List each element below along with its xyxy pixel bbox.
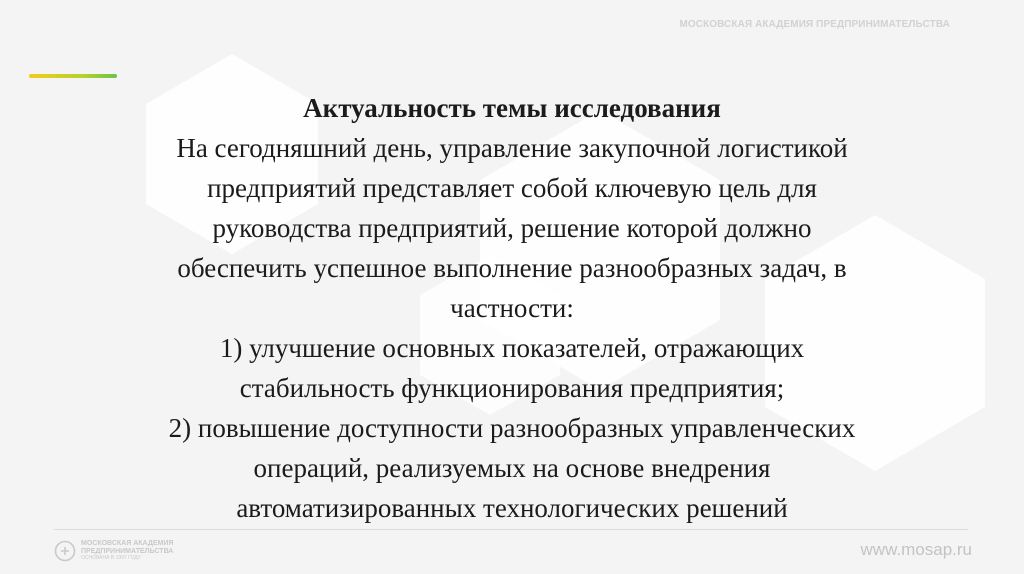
slide-title: Актуальность темы исследования <box>303 93 721 123</box>
footer-logo <box>54 539 224 565</box>
list-item-1: 1) улучшение основных показателей, отражающих <box>219 333 805 363</box>
website-link[interactable]: www.mosap.ru <box>860 540 972 559</box>
logo-text-line: ОСНОВАНА В 1997 ГОДУ <box>81 555 141 561</box>
list-item-2: 2) повышение доступности разнообразных управленческих <box>168 413 856 443</box>
body-line: руководства предприятий, решение которой должно <box>212 213 812 243</box>
list-item-1-continued: стабильность функционирования предприятия; <box>239 373 785 403</box>
body-line: частности: <box>450 293 574 323</box>
body-line: обеспечить успешное выполнение разнообразных задач, в <box>177 253 847 283</box>
org-header: МОСКОВСКАЯ АКАДЕМИЯ ПРЕДПРИНИМАТЕЛЬСТВА <box>679 19 950 30</box>
academy-logo-icon <box>54 540 76 562</box>
body-line: предприятий представляет собой ключевую цель для <box>207 173 817 203</box>
logo-text-line: МОСКОВСКАЯ АКАДЕМИЯ <box>81 540 174 547</box>
slide-body <box>40 88 984 528</box>
footer-divider <box>54 529 968 530</box>
logo-text <box>81 540 173 563</box>
logo-text-line: ПРЕДПРИНИМАТЕЛЬСТВА <box>81 547 174 555</box>
list-item-2-continued: операций, реализуемых на основе внедрения <box>253 453 771 483</box>
list-item-2-continued: автоматизированных технологических решений <box>236 493 788 523</box>
body-line: На сегодняшний день, управление закупочной логистикой <box>176 133 848 163</box>
accent-line <box>29 74 117 78</box>
